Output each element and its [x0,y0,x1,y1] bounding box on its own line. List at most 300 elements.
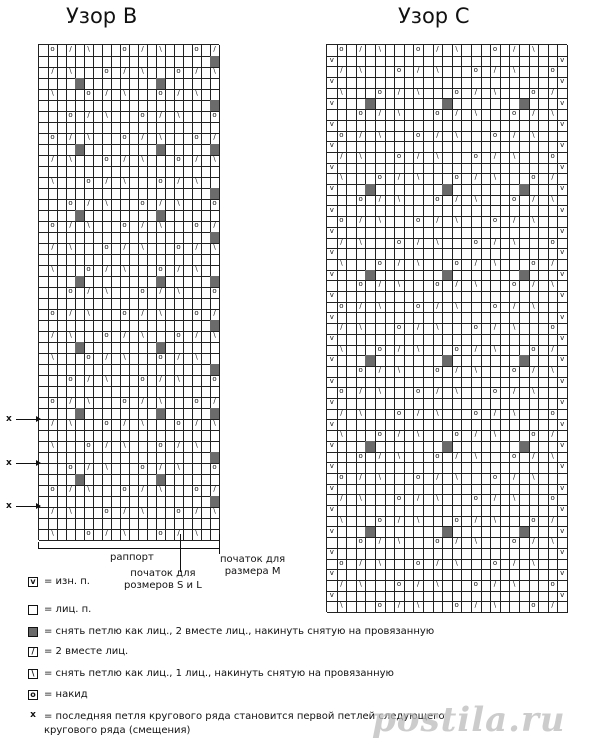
chart-cell: / [509,45,520,57]
chart-cell: v [327,334,338,346]
chart-cell: v [557,77,568,89]
chart-cell: v [557,206,568,218]
chart-cell: o [84,265,94,277]
sk2p-symbol-icon [28,627,38,637]
legend-item [28,689,88,700]
chart-cell: o [138,287,148,299]
chart-cell: o [337,45,348,57]
chart-cell: o [156,177,166,189]
chart-cell: \ [84,45,94,57]
chart-cell: \ [337,516,348,528]
chart-cell: o [66,199,76,211]
chart-cell: / [138,221,148,233]
chart-cell: \ [102,199,112,211]
skpo-symbol-icon: \ [28,669,38,679]
chart-cell: o [548,323,559,335]
yo-symbol-icon: o [28,690,38,700]
chart-cell: o [548,152,559,164]
chart-cell: \ [394,537,405,549]
chart-cell: / [529,109,540,121]
chart-cell: v [557,420,568,432]
chart-cell: / [356,45,367,57]
chart-cell: o [490,131,501,143]
chart-cell: \ [138,419,148,431]
chart-cell: / [471,516,482,528]
chart-cell: \ [84,485,94,497]
chart-cell: \ [490,516,501,528]
chart-cell: \ [337,88,348,100]
chart-cell: v [327,227,338,239]
chart-cell: \ [509,238,520,250]
chart-cell: o [509,195,520,207]
chart-cell: v [327,569,338,581]
chart-cell: / [509,131,520,143]
chart-cell: o [433,280,444,292]
chart-cell: \ [120,89,130,101]
chart-cell: / [174,353,184,365]
chart-cell: \ [471,280,482,292]
chart-cell: \ [192,177,202,189]
chart-cell: / [452,452,463,464]
chart-cell: \ [548,366,559,378]
chart-cell: o [356,195,367,207]
chart-cell: / [48,331,58,343]
chart-cell: o [156,441,166,453]
chart-cell: o [413,131,424,143]
chart-cell: / [192,67,202,79]
chart-cell: \ [174,287,184,299]
chart-cell: o [174,419,184,431]
chart-cell: \ [452,216,463,228]
chart-cell: \ [471,109,482,121]
chart-cell: o [337,131,348,143]
chart-cell: \ [433,152,444,164]
chart-cell: / [66,221,76,233]
chart-cell: / [138,485,148,497]
chart-cell: v [327,120,338,132]
legend-item [28,576,90,587]
chart-cell: / [529,195,540,207]
chart-cell: \ [452,473,463,485]
chart-cell: / [509,559,520,571]
chart-cell: / [192,507,202,519]
chart-cell: v [557,291,568,303]
chart-cell: v [557,141,568,153]
chart-cell: o [375,88,386,100]
row-shift-marker: x [6,414,40,424]
chart-cell: v [327,313,338,325]
chart-cell: v [557,591,568,603]
chart-cell: o [413,302,424,314]
chart-cell: v [557,334,568,346]
chart-cell: / [120,419,130,431]
chart-cell: o [548,580,559,592]
chart-cell: \ [452,387,463,399]
chart-cell: \ [210,419,220,431]
chart-cell: o [138,111,148,123]
chart-cell: \ [452,131,463,143]
chart-cell: \ [413,88,424,100]
chart-cell: \ [337,601,348,613]
chart-cell: v [327,527,338,539]
chart-cell: v [327,505,338,517]
chart-cell: / [548,345,559,357]
chart-cell: \ [356,580,367,592]
chart-cell: o [174,67,184,79]
chart-cell: \ [509,580,520,592]
chart-cell: \ [120,529,130,541]
chart-cell: / [509,302,520,314]
chart-cell: \ [413,430,424,442]
chart-cell: o [66,463,76,475]
chart-cell: / [471,345,482,357]
chart-cell: o [102,243,112,255]
chart-cell: \ [120,177,130,189]
chart-cell: / [138,45,148,57]
legend-item [28,646,128,657]
chart-cell: v [327,591,338,603]
chart-cell: \ [471,452,482,464]
chart-cell: / [120,507,130,519]
chart-cell: \ [48,353,58,365]
chart-cell: \ [529,216,540,228]
chart-cell: o [490,473,501,485]
chart-cell: / [102,89,112,101]
chart-cell: o [120,397,130,409]
chart-cell: \ [102,375,112,387]
chart-cell: / [375,452,386,464]
chart-cell: \ [548,109,559,121]
chart-cell: \ [433,238,444,250]
chart-cell: \ [66,419,76,431]
chart-cell: v [327,291,338,303]
chart-cell: o [48,397,58,409]
chart-cell: / [509,473,520,485]
chart-cell: / [490,323,501,335]
chart-cell: \ [471,537,482,549]
chart-cell: o [48,485,58,497]
chart-cell: o [394,580,405,592]
chart-cell: o [471,152,482,164]
legend-text: = последняя петля кругового ряда становится первой петлей следующего кругового ряда (смещения) [44,711,445,736]
chart-cell: / [102,353,112,365]
chart-cell: \ [102,287,112,299]
chart-cell: \ [156,397,166,409]
chart-cell: / [375,537,386,549]
chart-cell: o [548,494,559,506]
chart-cell: / [356,473,367,485]
chart-cell: o [413,216,424,228]
chart-cell: \ [375,302,386,314]
chart-cell: o [548,409,559,421]
chart-cell: \ [375,131,386,143]
chart-cell: / [490,494,501,506]
chart-cell: o [509,280,520,292]
chart-cell: o [356,280,367,292]
chart-cell: o [337,559,348,571]
chart-cell: v [327,441,338,453]
chart-cell: / [356,302,367,314]
chart-cell: \ [337,430,348,442]
chart-cell: \ [548,280,559,292]
chart-cell: v [557,184,568,196]
chart-cell: o [375,345,386,357]
chart-cell: o [84,441,94,453]
chart-cell: \ [529,387,540,399]
chart-cell: \ [84,309,94,321]
chart-cell: \ [192,441,202,453]
chart-cell: o [138,375,148,387]
chart-cell: \ [375,216,386,228]
chart-cell: o [66,287,76,299]
chart-cell: \ [337,259,348,271]
chart-cell: / [375,195,386,207]
chart-cell: v [327,484,338,496]
legend-text: = снять петлю как лиц., 2 вместе лиц., накинуть снятую на провязанную [44,626,435,637]
chart-cell: v [327,420,338,432]
chart-cell: / [84,199,94,211]
chart-cell: / [210,309,220,321]
chart-cell: / [138,309,148,321]
chart-cell: v [557,355,568,367]
chart-cell: / [192,155,202,167]
chart-cell: / [337,238,348,250]
chart-cell: / [413,409,424,421]
chart-cell: o [490,216,501,228]
chart-cell: \ [413,601,424,613]
chart-cell: \ [66,67,76,79]
chart-cell: / [48,67,58,79]
chart-cell: / [433,131,444,143]
chart-cell: v [557,527,568,539]
chart-cell: v [327,355,338,367]
chart-cell: o [394,66,405,78]
chart-cell: / [66,397,76,409]
chart-cell: \ [138,507,148,519]
chart-cell: o [471,66,482,78]
chart-cell: o [66,111,76,123]
chart-cell: / [48,243,58,255]
chart-cell: \ [48,529,58,541]
pattern-c-chart [326,44,567,612]
chart-cell: \ [192,265,202,277]
chart-cell: o [192,45,202,57]
chart-cell: \ [174,111,184,123]
chart-cell: o [452,259,463,271]
chart-cell: v [557,548,568,560]
chart-cell: o [156,529,166,541]
legend-item [28,604,91,615]
chart-cell: / [548,601,559,613]
chart-cell: v [327,206,338,218]
chart-cell: \ [375,473,386,485]
chart-cell: o [413,473,424,485]
chart-cell: \ [433,580,444,592]
chart-cell: / [433,473,444,485]
chart-cell: / [156,111,166,123]
chart-cell: / [156,375,166,387]
chart-cell: \ [529,559,540,571]
chart-cell: \ [156,45,166,57]
chart-cell: o [84,89,94,101]
chart-cell: o [48,133,58,145]
chart-cell: / [394,601,405,613]
chart-cell: / [356,131,367,143]
chart-cell: / [394,259,405,271]
chart-cell: / [452,195,463,207]
chart-cell: \ [490,88,501,100]
chart-cell: v [327,248,338,260]
chart-cell: \ [48,177,58,189]
chart-cell: / [548,259,559,271]
chart-cell: o [120,309,130,321]
chart-cell: o [174,507,184,519]
chart-cell: \ [48,441,58,453]
chart-cell: \ [84,397,94,409]
chart-cell: o [210,111,220,123]
chart-cell: / [529,537,540,549]
chart-cell: o [509,537,520,549]
chart-cell: / [394,430,405,442]
row-shift-marker: x [6,501,40,511]
chart-cell: \ [174,375,184,387]
chart-cell: v [327,141,338,153]
chart-cell: \ [529,45,540,57]
chart-cell: / [452,537,463,549]
chart-cell: o [48,45,58,57]
chart-cell: / [48,419,58,431]
chart-cell: \ [394,366,405,378]
pattern-b-chart [38,44,219,540]
chart-cell: o [84,529,94,541]
chart-cell: / [433,387,444,399]
chart-cell: \ [84,221,94,233]
chart-cell: / [375,366,386,378]
start-s-l-arrow [180,534,181,572]
chart-cell: \ [66,331,76,343]
repeat-bracket [38,542,220,549]
chart-cell: \ [210,331,220,343]
chart-cell: / [509,387,520,399]
chart-cell: / [413,494,424,506]
chart-cell: o [529,259,540,271]
chart-cell: \ [490,345,501,357]
chart-cell: / [509,216,520,228]
chart-cell: o [452,345,463,357]
chart-cell: \ [337,345,348,357]
chart-cell: \ [490,259,501,271]
chart-cell: v [557,56,568,68]
chart-cell: o [120,133,130,145]
chart-cell: o [174,155,184,167]
chart-cell: \ [509,152,520,164]
chart-cell: \ [48,265,58,277]
chart-cell: / [210,485,220,497]
chart-cell: v [557,569,568,581]
chart-cell: o [548,238,559,250]
chart-cell: o [192,221,202,233]
start-m-label: початок для размера М [220,554,286,577]
chart-cell: / [120,155,130,167]
chart-cell: o [413,387,424,399]
chart-cell: o [120,221,130,233]
chart-cell: \ [66,507,76,519]
chart-cell: / [433,45,444,57]
chart-cell: / [433,559,444,571]
chart-cell: v [557,99,568,111]
chart-cell: \ [174,199,184,211]
chart-cell: \ [156,485,166,497]
chart-cell: / [471,88,482,100]
chart-cell: v [327,377,338,389]
chart-cell: o [375,259,386,271]
chart-cell: \ [192,89,202,101]
chart-cell: / [375,280,386,292]
chart-cell: \ [138,243,148,255]
chart-cell: \ [413,173,424,185]
chart-cell: \ [356,152,367,164]
chart-cell: \ [490,430,501,442]
chart-cell: \ [210,243,220,255]
chart-cell: o [48,309,58,321]
chart-cell: o [490,45,501,57]
chart-cell: / [490,66,501,78]
chart-cell: / [48,155,58,167]
chart-cell: / [66,133,76,145]
chart-cell: v [557,377,568,389]
chart-cell: v [327,99,338,111]
chart-cell: / [337,323,348,335]
chart-cell: o [394,494,405,506]
chart-cell: / [174,265,184,277]
chart-cell: / [337,409,348,421]
chart-cell: / [394,345,405,357]
chart-cell: o [452,516,463,528]
chart-cell: o [452,173,463,185]
chart-cell: v [557,163,568,175]
chart-cell: \ [120,441,130,453]
chart-cell: o [509,109,520,121]
chart-cell: v [327,462,338,474]
chart-cell: / [337,152,348,164]
start-m-arrow [219,534,220,554]
chart-cell: \ [375,45,386,57]
chart-cell: v [557,313,568,325]
chart-cell: o [471,409,482,421]
chart-cell: / [174,529,184,541]
chart-cell: \ [529,473,540,485]
chart-cell: \ [102,463,112,475]
chart-cell: o [529,173,540,185]
chart-cell: / [471,173,482,185]
chart-cell: / [210,397,220,409]
chart-cell: o [356,109,367,121]
chart-cell: \ [174,463,184,475]
chart-cell: \ [356,323,367,335]
chart-cell: \ [156,309,166,321]
chart-cell: o [394,409,405,421]
chart-cell: \ [394,280,405,292]
chart-cell: / [529,452,540,464]
chart-cell: v [557,505,568,517]
chart-cell: o [337,302,348,314]
chart-cell: / [471,430,482,442]
chart-cell: v [327,163,338,175]
chart-cell: / [66,485,76,497]
chart-cell: / [413,323,424,335]
chart-cell: o [433,366,444,378]
chart-cell: o [156,353,166,365]
